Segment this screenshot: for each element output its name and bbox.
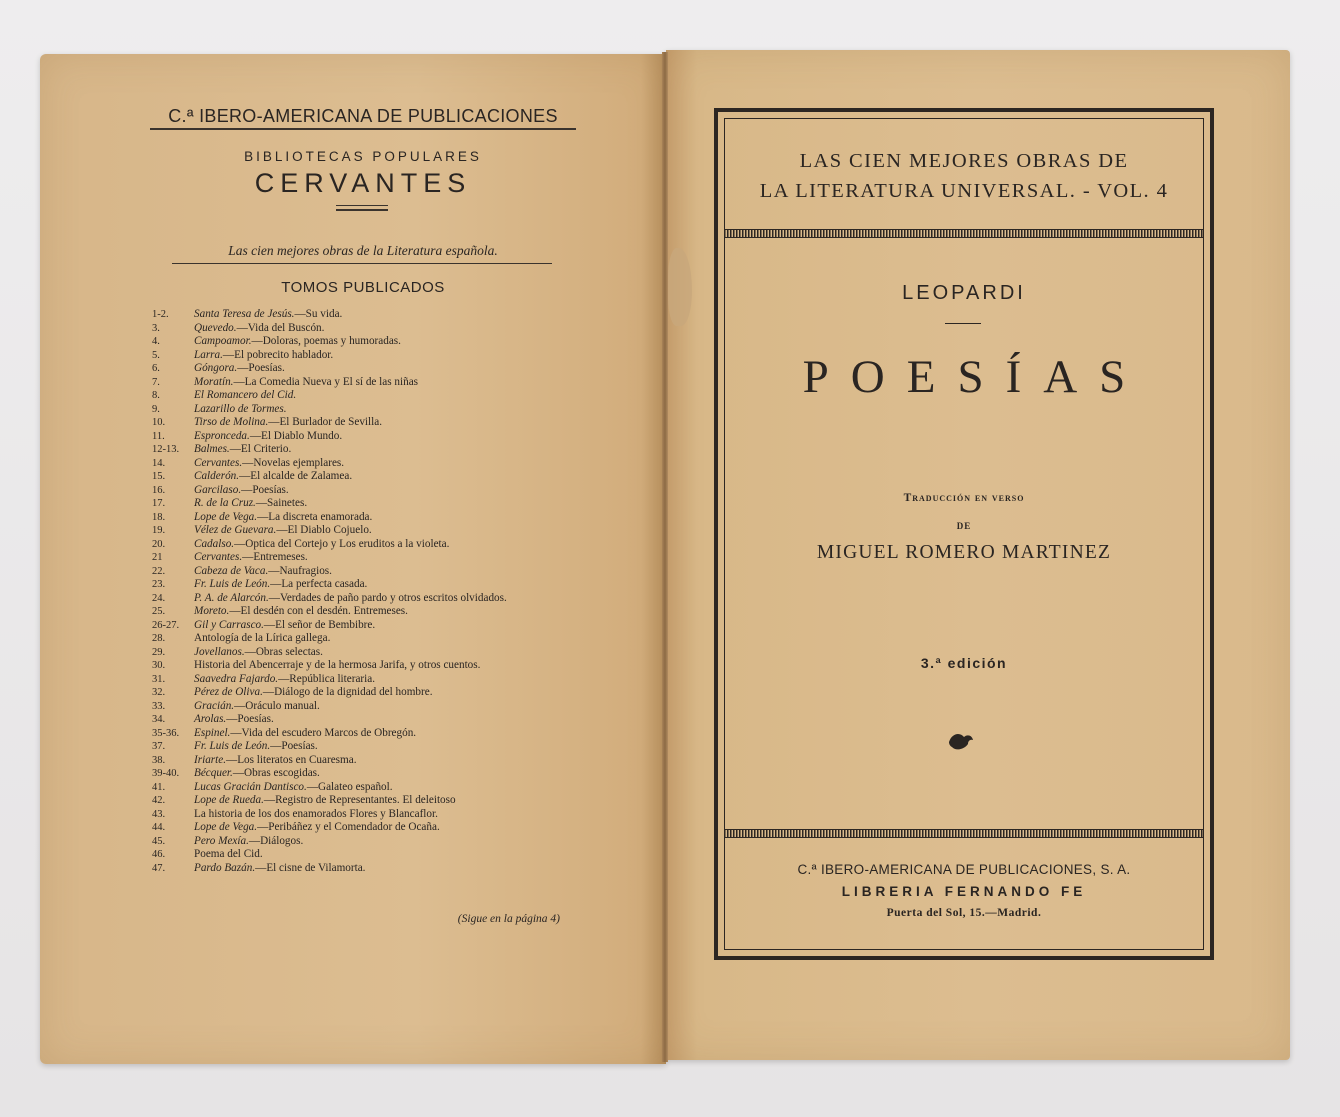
entry-title: —Diálogo de la dignidad del hombre. <box>262 686 433 698</box>
publisher-header: C.ª IBERO-AMERICANA DE PUBLICACIONES <box>168 106 558 126</box>
entry-number: 30. <box>152 660 166 671</box>
entry-title: —Doloras, poemas y humoradas. <box>251 335 401 347</box>
entry-author: Iriarte. <box>194 753 227 766</box>
entry-title: —Poesías. <box>241 483 289 496</box>
entry-title: —Optica del Cortejo y Los eruditos a la violeta. <box>234 537 450 550</box>
entry-author: Vélez de Guevara. <box>194 524 277 536</box>
catalog-entry <box>152 767 592 781</box>
catalog-entry <box>152 335 592 349</box>
entry-author: Garcilaso. <box>194 483 242 496</box>
entry-title: —República literaria. <box>278 672 376 685</box>
bookshop-name: LIBRERIA FERNANDO FE <box>841 884 1087 899</box>
book-author: LEOPARDI <box>902 282 1026 304</box>
entry-number: 47. <box>152 862 166 874</box>
library-brand: CERVANTES <box>254 168 472 198</box>
entry-title: —El Burlador de Sevilla. <box>268 416 382 428</box>
entry-number: 44. <box>152 822 166 833</box>
leaf-ornament-icon <box>946 730 976 754</box>
entry-number: 34. <box>152 714 166 725</box>
entry-title: —Diálogos. <box>248 834 304 847</box>
catalog-entry <box>152 673 592 687</box>
entry-title: —Sainetes. <box>255 497 308 509</box>
entry-number: 31. <box>152 673 166 685</box>
catalog-entry <box>152 322 592 336</box>
entry-author: Gil y Carrasco. <box>194 618 264 631</box>
entry-title: —El pobrecito hablador. <box>222 348 334 361</box>
entry-title: —El cisne de Vilamorta. <box>255 861 366 874</box>
catalog-entry <box>152 443 592 457</box>
entry-author: Lope de Vega. <box>194 821 258 833</box>
entry-number: 46. <box>152 849 166 860</box>
author-rule <box>945 323 981 324</box>
catalog-entry <box>152 727 592 741</box>
entry-title: —Obras escogidas. <box>232 767 320 779</box>
entry-author: Bécquer. <box>194 767 233 779</box>
entry-author: Cabeza de Vaca. <box>194 564 269 577</box>
entry-number: 21 <box>152 552 163 563</box>
entry-author: Moratín. <box>194 375 234 388</box>
entry-number: 39-40. <box>152 768 180 779</box>
catalog-entry <box>152 646 592 660</box>
entry-number: 4. <box>152 336 160 347</box>
entry-number: 32. <box>152 687 166 698</box>
entry-title: —Su vida. <box>294 308 343 320</box>
entry-number: 41. <box>152 781 166 793</box>
section-title: TOMOS PUBLICADOS <box>281 279 445 296</box>
entry-number: 8. <box>152 390 160 401</box>
entry-author: Góngora. <box>194 362 238 374</box>
catalog-entry <box>152 389 592 403</box>
entry-author: Calderón. <box>194 470 240 482</box>
entry-title: —La Comedia Nueva y El sí de las niñas <box>233 375 419 388</box>
entry-author: Cervantes. <box>194 551 243 563</box>
entry-author: Larra. <box>194 348 223 361</box>
catalog-entry <box>152 794 592 808</box>
catalog-entry <box>152 808 592 822</box>
entry-number: 16. <box>152 484 166 496</box>
entry-number: 29. <box>152 646 166 658</box>
entry-title: Poema del Cid. <box>194 848 263 860</box>
entry-author: Santa Teresa de Jesús. <box>194 308 295 320</box>
catalog-entry <box>152 781 592 795</box>
translation-note: Traducción en verso <box>903 492 1025 504</box>
catalog-entry <box>152 457 592 471</box>
catalog-entry <box>152 700 592 714</box>
entry-title: —Poesías. <box>226 713 274 725</box>
entry-number: 20. <box>152 538 166 550</box>
entry-author: Gracián. <box>194 699 235 712</box>
entry-number: 5. <box>152 349 160 361</box>
entry-number: 33. <box>152 700 166 712</box>
entry-author: Cervantes. <box>194 456 243 469</box>
entry-author: R. de la Cruz. <box>194 497 256 509</box>
catalog-entry <box>152 848 592 862</box>
catalog-entry <box>152 349 592 363</box>
catalog-entry <box>152 308 592 322</box>
book-title: POESÍAS <box>802 351 1148 403</box>
library-subheader: BIBLIOTECAS POPULARES <box>244 149 482 164</box>
entry-title: —Vida del Buscón. <box>236 321 325 334</box>
entry-number: 11. <box>152 430 165 442</box>
entry-number: 14. <box>152 457 166 469</box>
catalog-entry <box>152 659 592 673</box>
catalog-entry <box>152 605 592 619</box>
entry-title: —Vida del escudero Marcos de Obregón. <box>230 726 417 739</box>
entry-number: 23. <box>152 579 166 590</box>
entry-number: 18. <box>152 511 166 523</box>
entry-number: 17. <box>152 498 166 509</box>
series-title <box>724 146 1204 206</box>
entry-number: 19. <box>152 525 166 536</box>
entry-author: Espinel. <box>194 726 231 739</box>
entry-title: —La perfecta casada. <box>270 578 368 590</box>
catalog-entry <box>152 862 592 876</box>
entry-number: 12-13. <box>152 444 180 455</box>
entry-title: —Verdades de paño pardo y otros escritos olvidados. <box>268 591 507 604</box>
entry-author: Arolas. <box>194 713 227 725</box>
entry-number: 9. <box>152 403 160 415</box>
entry-number: 45. <box>152 835 166 847</box>
entry-author: Fr. Luis de León. <box>194 578 271 590</box>
catalog-entry <box>152 524 592 538</box>
entry-author: Pero Mexía. <box>194 834 249 847</box>
entry-number: 1-2. <box>152 309 169 320</box>
catalog-entry <box>152 497 592 511</box>
entry-author: Pérez de Oliva. <box>194 686 263 698</box>
entry-title: —Entremeses. <box>242 551 308 563</box>
entry-title: —La discreta enamorada. <box>257 510 373 523</box>
edition-label: 3.ª edición <box>920 655 1008 671</box>
entry-title: Antología de la Lírica gallega. <box>194 632 331 644</box>
catalog-entry <box>152 713 592 727</box>
entry-number: 28. <box>152 633 166 644</box>
entry-title: —Obras selectas. <box>244 645 323 658</box>
entry-number: 37. <box>152 741 166 752</box>
catalog-entry <box>152 632 592 646</box>
entry-number: 24. <box>152 592 166 604</box>
entry-title: —Galateo español. <box>306 780 393 793</box>
entry-title: —El alcalde de Zalamea. <box>239 470 353 482</box>
entry-author: Tirso de Molina. <box>194 416 269 428</box>
catalog-entry <box>152 470 592 484</box>
series-line-2: LA LITERATURA UNIVERSAL. - VOL. 4 <box>759 180 1169 202</box>
entry-number: 6. <box>152 363 160 374</box>
entry-number: 22. <box>152 565 166 577</box>
bottom-ornamental-band <box>724 829 1204 838</box>
entry-author: Pardo Bazán. <box>194 861 256 874</box>
entry-title: —El señor de Bembibre. <box>263 618 376 631</box>
catalog-entry <box>152 835 592 849</box>
entry-number: 26-27. <box>152 619 180 631</box>
catalog-entry <box>152 565 592 579</box>
entry-author: Fr. Luis de León. <box>194 740 271 752</box>
catalog-list <box>152 308 592 875</box>
entry-author: Cadalso. <box>194 537 235 550</box>
entry-title: —El Criterio. <box>229 443 292 455</box>
top-ornamental-band <box>724 229 1204 238</box>
brand-rule-thick <box>336 209 388 211</box>
entry-title: Historia del Abencerraje y de la hermosa Jarifa, y otros cuentos. <box>194 659 481 671</box>
entry-title: —Poesías. <box>270 740 318 752</box>
entry-title: —Novelas ejemplares. <box>242 456 345 469</box>
entry-author: P. A. de Alarcón. <box>194 591 269 604</box>
entry-number: 3. <box>152 322 160 334</box>
series-line-1: LAS CIEN MEJORES OBRAS DE <box>799 150 1129 172</box>
entry-author: Jovellanos. <box>194 645 245 658</box>
publisher-name: C.ª IBERO-AMERICANA DE PUBLICACIONES, S. A. <box>797 862 1131 877</box>
catalog-entry <box>152 430 592 444</box>
catalog-entry <box>152 619 592 633</box>
catalog-entry <box>152 551 592 565</box>
header-rule <box>150 128 576 130</box>
entry-author: Lope de Rueda. <box>194 794 264 806</box>
entry-author: Lope de Vega. <box>194 510 258 523</box>
tagline-underline <box>172 263 552 264</box>
book-spine-gutter <box>662 52 668 1062</box>
entry-title: —Registro de Representantes. El deleitoso <box>263 794 456 806</box>
entry-title: —Oráculo manual. <box>234 699 320 712</box>
catalog-entry <box>152 416 592 430</box>
entry-title: —El Diablo Mundo. <box>249 429 343 442</box>
entry-number: 15. <box>152 471 166 482</box>
entry-title: —El desdén con el desdén. Entremeses. <box>229 605 408 617</box>
entry-author: Campoamor. <box>194 335 252 347</box>
entry-number: 7. <box>152 376 160 388</box>
entry-number: 10. <box>152 417 166 428</box>
entry-author: Espronceda. <box>194 429 250 442</box>
catalog-entry <box>152 578 592 592</box>
entry-title: —Los literatos en Cuaresma. <box>226 753 357 766</box>
entry-number: 42. <box>152 795 166 806</box>
entry-title: —Poesías. <box>237 362 285 374</box>
catalog-entry <box>152 511 592 525</box>
entry-number: 35-36. <box>152 727 180 739</box>
entry-author: Lazarillo de Tormes. <box>194 402 287 415</box>
catalog-entry <box>152 376 592 390</box>
catalog-entry <box>152 686 592 700</box>
catalog-entry <box>152 403 592 417</box>
entry-author: Balmes. <box>194 443 230 455</box>
entry-author: Lucas Gracián Dantisco. <box>194 780 307 793</box>
entry-author: Moreto. <box>194 605 230 617</box>
entry-title: —El Diablo Cojuelo. <box>276 524 372 536</box>
catalog-entry <box>152 821 592 835</box>
catalog-entry <box>152 484 592 498</box>
title-frame-inner <box>724 118 1204 950</box>
catalog-entry <box>152 362 592 376</box>
catalog-entry <box>152 740 592 754</box>
collection-tagline: Las cien mejores obras de la Literatura española. <box>228 243 498 258</box>
entry-number: 25. <box>152 606 166 617</box>
entry-title: La historia de los dos enamorados Flores y Blancaflor. <box>194 807 438 820</box>
translation-de: DE <box>956 521 972 531</box>
catalog-entry <box>152 592 592 606</box>
entry-number: 38. <box>152 754 166 766</box>
catalog-entry <box>152 538 592 552</box>
entry-title: —Naufragios. <box>268 564 332 577</box>
brand-rule <box>336 205 388 206</box>
catalog-entry <box>152 754 592 768</box>
translator-name: MIGUEL ROMERO MARTINEZ <box>816 542 1112 563</box>
entry-author: Saavedra Fajardo. <box>194 672 279 685</box>
entry-author: Quevedo. <box>194 321 237 334</box>
publisher-address: Puerta del Sol, 15.—Madrid. <box>886 907 1042 919</box>
continued-note: (Sigue en la página 4) <box>457 913 560 925</box>
entry-author: El Romancero del Cid. <box>194 389 297 401</box>
entry-title: —Peribáñez y el Comendador de Ocaña. <box>257 821 440 833</box>
entry-number: 43. <box>152 808 166 820</box>
